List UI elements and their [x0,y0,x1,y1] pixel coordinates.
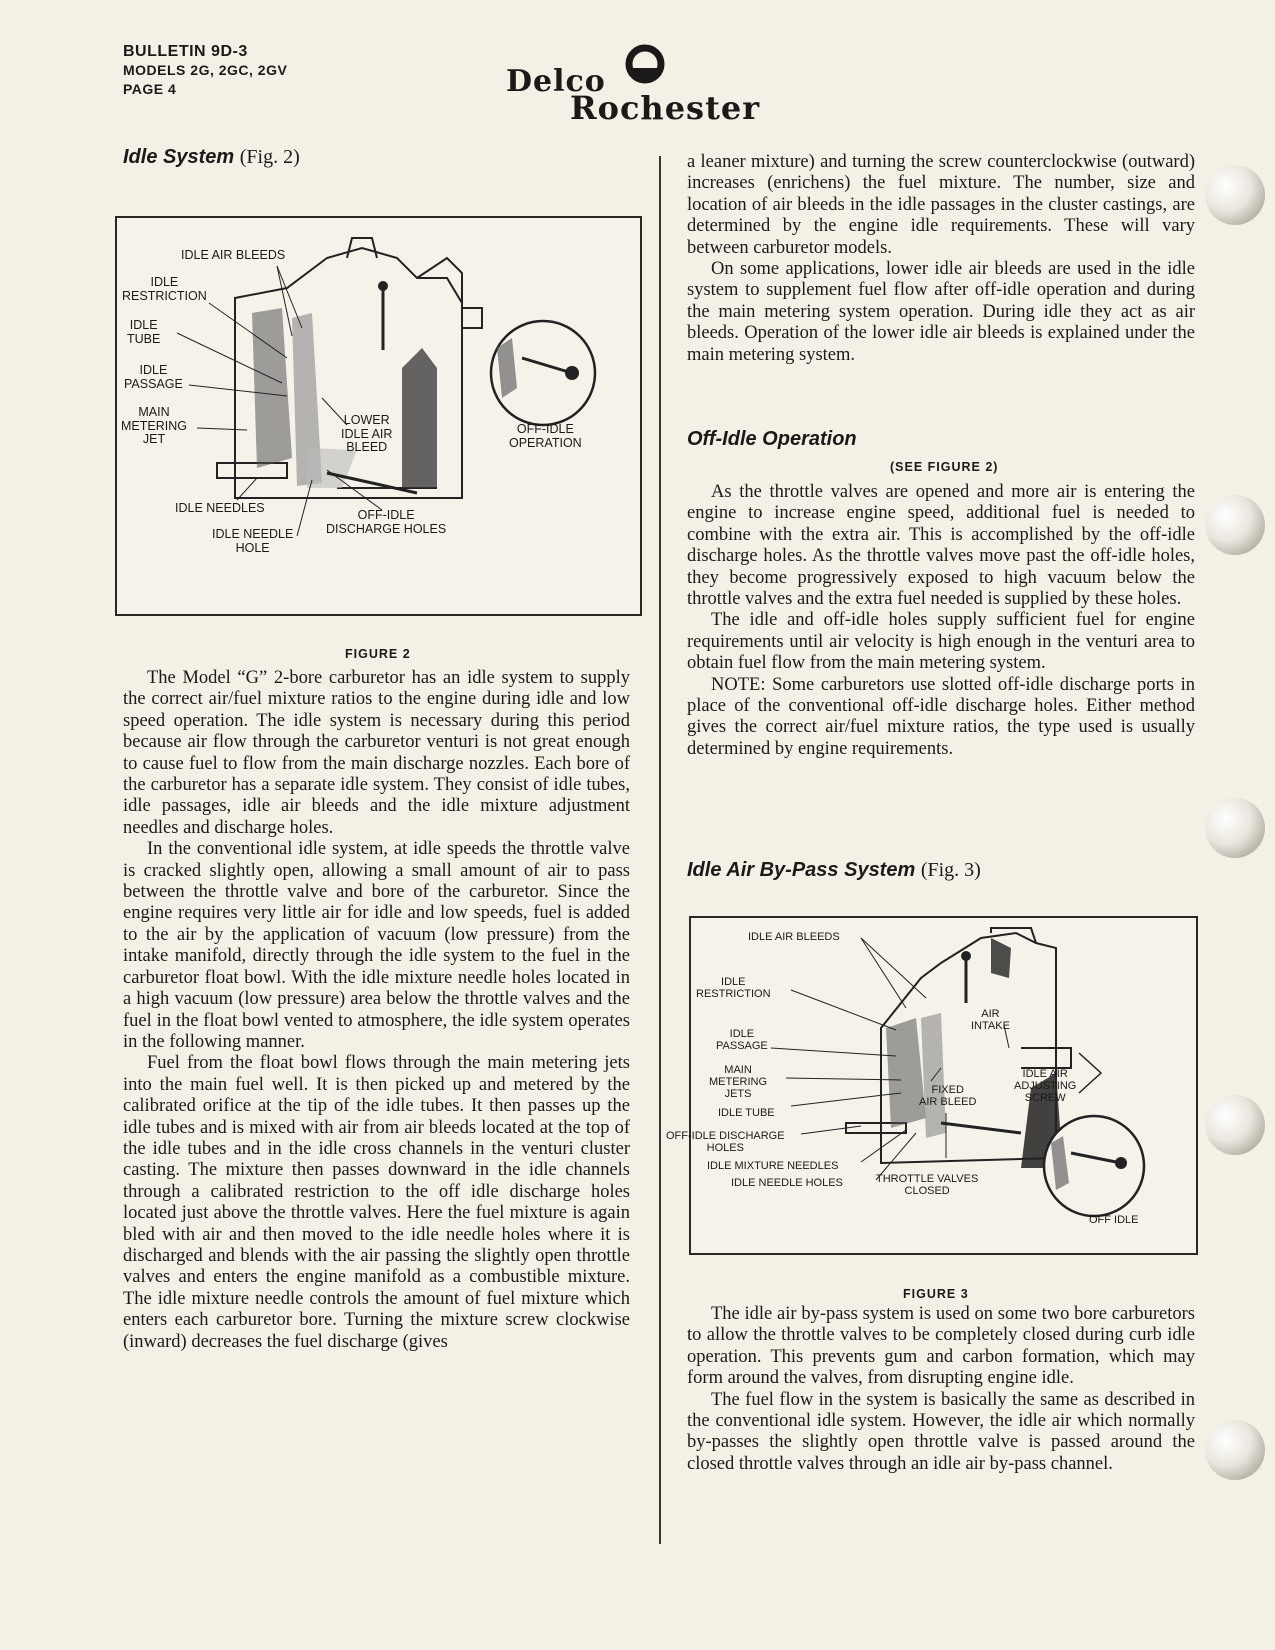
bypass-body [687,1304,1195,1475]
idle-system-body [123,668,630,1353]
label-main-metering-jets: MAIN METERING JETS [709,1064,768,1100]
label-air-intake: AIR INTAKE [971,1008,1010,1032]
label-idle-tube: IDLE TUBE [718,1107,775,1119]
paragraph: As the throttle valves are opened and more air is entering the engine to increase engine speed, additional fuel is needed to combine with the extra air. This is accomplished by the off-idle discharge holes. As the throttle valves move past the off-idle holes, they become progressively exposed to high vacuum below the throttle valves and the extra fuel needed is supplied by these holes. [687,482,1195,610]
label-idle-needle-hole: IDLE NEEDLE HOLE [212,527,294,555]
paragraph: a leaner mixture) and turning the screw counterclockwise (outward) increases (enrichens) the fuel mixture. The number, size and location of air bleeds in the idle passages in the cluster castings, are determined by the engine idle requirements. These will vary between carburetor models. [687,152,1195,258]
bulletin-number: BULLETIN 9D-3 [123,43,248,60]
label-off-idle: OFF IDLE [1089,1214,1139,1226]
section-bypass-heading [687,859,981,882]
paragraph: On some applications, lower idle air bleeds are used in the idle system to supplement fuel flow after off-idle operation and during the main metering system operation. During idle they act as air bleeds. Operation of the lower idle air bleeds is explained under the main metering system. [687,259,1195,365]
figure-2-diagram [115,216,642,616]
label-main-metering-jet: MAIN METERING JET [121,405,187,446]
logo-line-2: Rochester [570,89,761,127]
paragraph: The idle air by-pass system is used on some two bore carburetors to allow the throttle valves to be completely closed during curb idle operation. This prevents gum and carbon formation, which may form around the valves, from disrupting engine idle. [687,1304,1195,1389]
label-off-idle-operation: OFF-IDLE OPERATION [509,422,582,450]
label-off-idle-discharge-holes: OFF-IDLE DISCHARGE HOLES [326,508,447,536]
label-fixed-air-bleed: FIXED AIR BLEED [919,1084,977,1108]
label-idle-passage: IDLE PASSAGE [124,363,183,391]
off-idle-body [687,482,1195,760]
label-throttle-valves-closed: THROTTLE VALVES CLOSED [876,1173,979,1197]
label-idle-air-adjusting-screw: IDLE AIR ADJUSTING SCREW [1014,1068,1077,1104]
label-idle-tube: IDLE TUBE [127,318,161,346]
figure-3-diagram [666,916,1198,1255]
bypass-fig-ref: (Fig. 3) [920,859,981,881]
idle-system-continued [687,152,1195,366]
label-idle-passage: IDLE PASSAGE [716,1028,768,1052]
idle-system-title: Idle System [123,146,235,168]
page-number: PAGE 4 [123,81,177,97]
column-divider [659,156,661,1544]
binder-hole [1205,798,1265,858]
label-idle-mixture-needles: IDLE MIXTURE NEEDLES [707,1160,839,1172]
label-idle-air-bleeds: IDLE AIR BLEEDS [181,248,286,262]
paragraph: Fuel from the float bowl flows through the main metering jets into the main fuel well. It is then picked up and metered by the calibrated orifice at the tip of the idle tubes. It then passes up the idle tubes and is mixed with air from air bleeds located at the top of the idle tubes and in the idle cross channels in the venturi cluster casting. The mixture then passes downward in the idle channels through a calibrated restriction to the off idle discharge holes located just above the throttle valves. Here the fuel mixture is again bled with air and then moved to the idle needle holes where it is discharged and blends with the air passing the slightly open throttle valves and enters the engine manifold as a combustible mixture. The idle mixture needle controls the amount of fuel mixture which enters each carburetor bore. Turning the mixture screw clockwise (inward) decreases the fuel discharge (gives [123,1053,630,1352]
paragraph: The idle and off-idle holes supply sufficient fuel for engine requirements until air velocity is high enough in the venturi area to obtain fuel flow from the main metering system. [687,610,1195,674]
bypass-title: Idle Air By-Pass System [687,859,916,881]
binder-hole [1205,1095,1265,1155]
label-idle-needle-holes: IDLE NEEDLE HOLES [731,1177,843,1189]
label-idle-air-bleeds: IDLE AIR BLEEDS [748,931,840,943]
paragraph: The Model “G” 2-bore carburetor has an idle system to supply the correct air/fuel mixture ratios to the engine during idle and low speed operation. The idle system is necessary during this period because air flow through the carburetor venturi is not great enough to cause fuel to flow from the main discharge nozzles. Each bore of the carburetor has a separate idle system. They consist of idle tubes, idle passages, idle air bleeds and the idle mixture adjustment needles and discharge holes. [123,668,630,838]
paragraph: The fuel flow in the system is basically the same as described in the conventional idle system. However, the idle air which normally by-passes the slightly open throttle valve is passed around the closed throttle valves through an idle air by-pass channel. [687,1389,1195,1474]
label-idle-restriction: IDLE RESTRICTION [696,976,771,1000]
label-idle-needles: IDLE NEEDLES [175,501,265,515]
binder-hole [1205,1420,1265,1480]
label-idle-restriction: IDLE RESTRICTION [122,275,207,303]
section-idle-system-heading [123,146,300,169]
delco-logo-mark-icon [625,44,665,84]
see-figure-2-note: (SEE FIGURE 2) [890,460,999,474]
binder-hole [1205,165,1265,225]
paragraph: NOTE: Some carburetors use slotted off-idle discharge ports in place of the conventional off-idle discharge holes. Either method gives the correct air/fuel mixture ratios, the type used is usually determined by engine requirements. [687,674,1195,759]
delco-rochester-logo [506,36,826,126]
label-off-idle-discharge-holes: OFF-IDLE DISCHARGE HOLES [666,1130,785,1154]
idle-system-fig-ref: (Fig. 2) [239,146,300,168]
logo-line-1: Delco [506,64,606,99]
label-lower-idle-air-bleed: LOWER IDLE AIR BLEED [341,413,393,454]
figure-3-caption: FIGURE 3 [903,1287,969,1301]
paragraph: In the conventional idle system, at idle speeds the throttle valve is cracked slightly open, allowing a small amount of air to pass between the throttle valve and bore of the carburetor. Since the engine requires very little air for idle and low speeds, fuel is added to the air by the application of vacuum (low pressure) from the intake manifold, directly through the idle system to the fuel in the carburetor float bowl. With the idle mixture needle holes located in a high vacuum (low pressure) area below the throttle valves and the fuel in the float bowl vented to atmosphere, the idle system operates in the following manner. [123,839,630,1052]
binder-hole [1205,495,1265,555]
binder-holes [1165,0,1275,1650]
section-off-idle-heading: Off-Idle Operation [687,428,857,450]
figure-2-caption: FIGURE 2 [345,647,411,661]
bulletin-header [123,42,287,99]
bulletin-models: MODELS 2G, 2GC, 2GV [123,62,288,78]
